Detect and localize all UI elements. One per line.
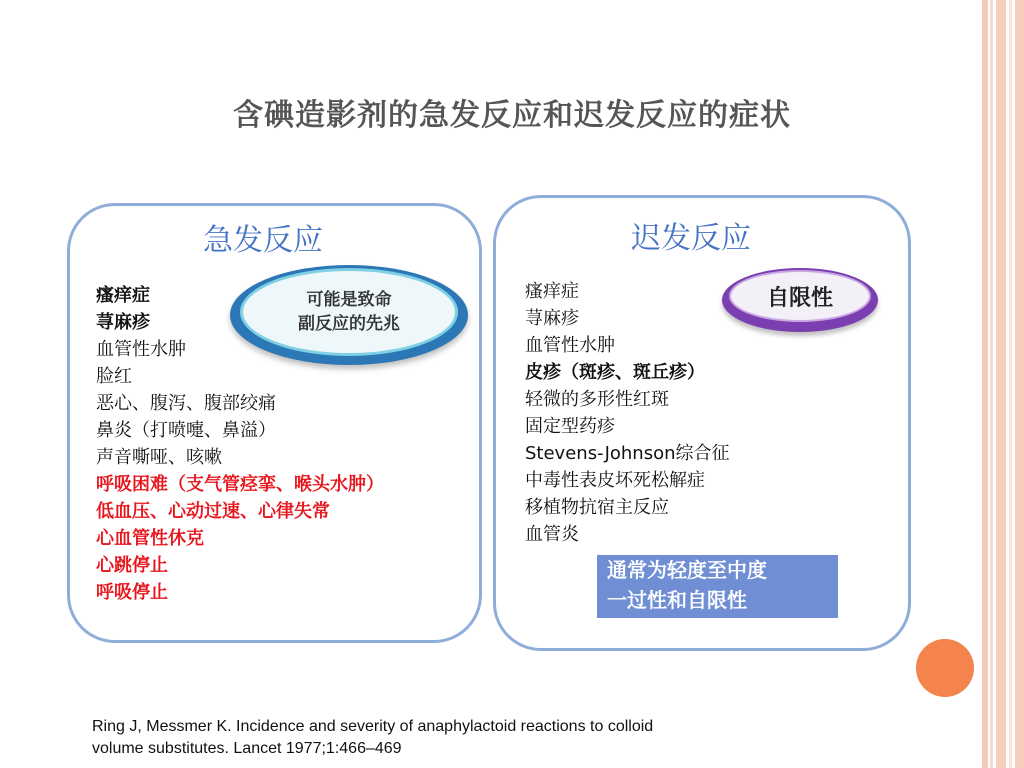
list-item: 声音嘶哑、咳嗽: [96, 447, 222, 468]
list-item-severe: 低血压、心动过速、心律失常: [96, 501, 330, 522]
list-item: 移植物抗宿主反应: [525, 497, 669, 518]
badge-text-line: 副反应的先兆: [298, 314, 400, 334]
list-item: 中毒性表皮坏死松解症: [525, 470, 705, 491]
list-item: 瘙痒症: [96, 285, 150, 306]
list-item: 荨麻疹: [96, 312, 150, 333]
list-item: 脸红: [96, 366, 132, 387]
list-item: Stevens-Johnson综合征: [525, 443, 730, 464]
fatal-warning-badge: [240, 268, 458, 356]
list-item-severe: 呼吸停止: [96, 582, 168, 603]
note-text-line: 通常为轻度至中度: [607, 558, 767, 582]
list-item-severe: 心血管性休克: [96, 528, 204, 549]
list-item: 轻微的多形性红斑: [525, 389, 669, 410]
list-item-severe: 呼吸困难（支气管痉挛、喉头水肿）: [96, 474, 384, 495]
list-item: 血管炎: [525, 524, 579, 545]
slide-title: 含碘造影剂的急发反应和迟发反应的症状: [233, 98, 791, 133]
list-item: 固定型药疹: [525, 416, 615, 437]
list-item: 瘙痒症: [525, 281, 579, 302]
citation-line: Ring J, Messmer K. Incidence and severity of anaphylactoid reactions to colloid: [92, 718, 654, 735]
list-item: 恶心、腹泻、腹部绞痛: [96, 393, 276, 414]
acute-reactions-heading: 急发反应: [203, 223, 323, 258]
decorative-circle: [916, 639, 974, 697]
list-item: 血管性水肿: [96, 339, 186, 360]
delayed-reactions-heading: 迟发反应: [631, 221, 751, 256]
note-text-line: 一过性和自限性: [607, 588, 747, 612]
severity-note-box: [597, 555, 838, 618]
list-item-severe: 心跳停止: [96, 555, 168, 576]
self-limiting-badge: 自限性: [729, 270, 871, 322]
delayed-symptom-list: [525, 278, 730, 548]
badge-text-line: 可能是致命: [306, 290, 392, 310]
reference-citation: [92, 716, 653, 760]
citation-line: volume substitutes. Lancet 1977;1:466–469: [92, 740, 402, 757]
list-item: 荨麻疹: [525, 308, 579, 329]
list-item: 皮疹（斑疹、斑丘疹）: [525, 362, 705, 383]
list-item: 鼻炎（打喷嚏、鼻溢）: [96, 420, 276, 441]
list-item: 血管性水肿: [525, 335, 615, 356]
